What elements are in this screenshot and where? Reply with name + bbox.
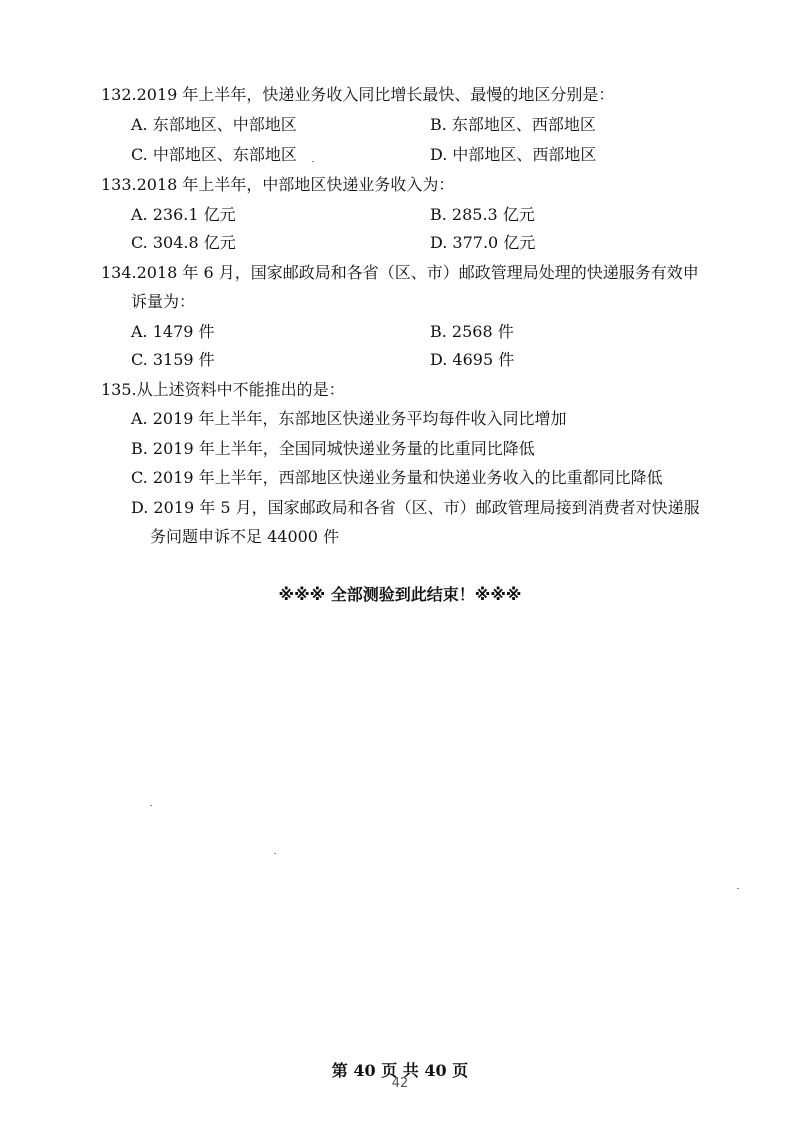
question-135-option-d-continued: 务问题申诉不足 44000 件 bbox=[150, 527, 340, 546]
scan-speck bbox=[274, 853, 276, 854]
question-135-option-a: A. 2019 年上半年，东部地区快递业务平均每件收入同比增加 bbox=[131, 409, 567, 428]
question-133-stem: 133.2018 年上半年，中部地区快递业务收入为： bbox=[101, 175, 455, 194]
question-133-option-d: D. 377.0 亿元 bbox=[430, 233, 536, 252]
question-134-option-d: D. 4695 件 bbox=[430, 350, 515, 369]
question-134-stem-continued: 诉量为： bbox=[131, 292, 196, 311]
scan-speck bbox=[150, 805, 152, 806]
question-133-option-a: A. 236.1 亿元 bbox=[131, 205, 236, 224]
question-135-option-b: B. 2019 年上半年，全国同城快递业务量的比重同比降低 bbox=[131, 439, 535, 458]
question-132-option-a: A. 东部地区、中部地区 bbox=[131, 115, 297, 134]
question-133-option-b: B. 285.3 亿元 bbox=[430, 205, 535, 224]
question-134-option-a: A. 1479 件 bbox=[131, 322, 215, 341]
question-133-option-c: C. 304.8 亿元 bbox=[131, 233, 236, 252]
page-footer: 第 40 页 共 40 页 bbox=[331, 1061, 469, 1080]
question-134-option-c: C. 3159 件 bbox=[131, 350, 215, 369]
page-number: 42 bbox=[391, 1076, 409, 1091]
question-135-stem: 135.从上述资料中不能推出的是： bbox=[101, 380, 345, 399]
question-132-stem: 132.2019 年上半年，快递业务收入同比增长最快、最慢的地区分别是： bbox=[101, 85, 615, 104]
scan-speck bbox=[737, 888, 739, 889]
question-135-option-d: D. 2019 年 5 月，国家邮政局和各省（区、市）邮政管理局接到消费者对快递服 bbox=[131, 498, 700, 517]
question-134-option-b: B. 2568 件 bbox=[430, 322, 514, 341]
question-135-option-c: C. 2019 年上半年，西部地区快递业务量和快递业务收入的比重都同比降低 bbox=[131, 468, 663, 487]
question-134-stem: 134.2018 年 6 月，国家邮政局和各省（区、市）邮政管理局处理的快递服务有效申 bbox=[101, 263, 699, 282]
scan-speck bbox=[312, 161, 314, 162]
question-132-option-c: C. 中部地区、东部地区 bbox=[131, 145, 297, 164]
question-132-option-b: B. 东部地区、西部地区 bbox=[430, 115, 596, 134]
end-of-test-mark: ※※※ 全部测验到此结束！※※※ bbox=[278, 585, 522, 604]
question-132-option-d: D. 中部地区、西部地区 bbox=[430, 145, 597, 164]
